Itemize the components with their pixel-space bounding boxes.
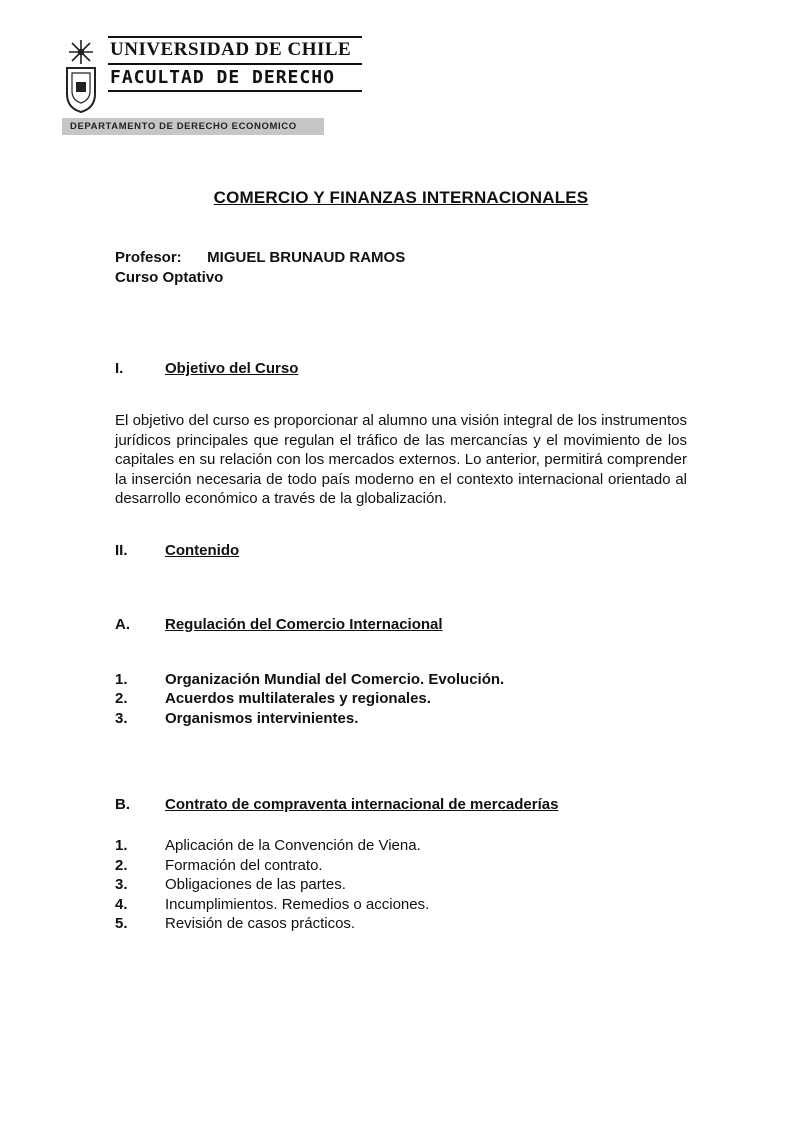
list-item-text: Acuerdos multilaterales y regionales. (165, 690, 431, 707)
list-item-number: 2. (115, 690, 128, 707)
professor-name: MIGUEL BRUNAUD RAMOS (207, 249, 406, 266)
list-item-text: Organización Mundial del Comercio. Evolución. (165, 670, 505, 688)
list-item (115, 836, 687, 856)
section-b-list (115, 836, 687, 934)
list-item (115, 856, 687, 876)
list-item-text: Formación del contrato. (165, 856, 323, 874)
list-item (115, 670, 687, 690)
list-item (115, 875, 687, 895)
university-crest-icon (62, 36, 100, 114)
list-item (115, 914, 687, 934)
list-item-text: Incumplimientos. Remedios o acciones. (165, 895, 430, 913)
section-b-heading: Contrato de compraventa internacional de mercaderías (165, 796, 559, 813)
section-1-number: I. (115, 360, 124, 377)
list-item-text: Organismos intervinientes. (165, 709, 359, 727)
list-item-text: Obligaciones de las partes. (165, 876, 346, 893)
list-item-number: 3. (115, 709, 128, 727)
list-item-text: Aplicación de la Convención de Viena. (165, 837, 421, 854)
list-item (115, 709, 687, 729)
section-a-heading: Regulación del Comercio Internacional (165, 615, 443, 633)
section-a-heading-row (115, 616, 687, 633)
list-item-number: 5. (115, 915, 128, 932)
objective-paragraph: El objetivo del curso es proporcionar al alumno una visión integral de los instrumentos jurídicos principales que regulan el tráfico de las mercancías y el movimiento de los capitales en su relación con los mercados externos. Lo anterior, permitirá comprender la inserción necesaria de todo país moderno en el contexto internacional orientado al desarrollo económico a través de la globalización. (115, 412, 687, 507)
list-item-number: 2. (115, 856, 128, 874)
professor-line (115, 248, 687, 268)
list-item-number: 1. (115, 837, 128, 854)
faculty-name: FACULTAD DE DERECHO (108, 65, 362, 92)
document-title: COMERCIO Y FINANZAS INTERNACIONALES (213, 188, 589, 207)
section-b-number: B. (115, 796, 130, 813)
document-content (115, 188, 687, 934)
section-b-heading-row (115, 796, 687, 813)
list-item-number: 1. (115, 670, 128, 688)
list-item (115, 689, 687, 709)
section-a-list (115, 670, 687, 729)
department-name: DEPARTAMENTO DE DERECHO ECONOMICO (62, 118, 324, 135)
list-item-text: Revisión de casos prácticos. (165, 915, 356, 932)
university-name: UNIVERSIDAD DE CHILE (108, 36, 362, 65)
professor-label: Profesor: (115, 249, 182, 266)
section-1-heading-row (115, 360, 687, 377)
list-item-number: 4. (115, 895, 128, 913)
section-a-number: A. (115, 615, 130, 633)
list-item-number: 3. (115, 876, 128, 893)
course-type: Curso Optativo (115, 269, 224, 286)
section-1-heading: Objetivo del Curso (165, 360, 299, 377)
section-2-heading: Contenido (165, 541, 240, 559)
letterhead (62, 36, 362, 135)
section-2-heading-row (115, 542, 687, 559)
professor-block (115, 248, 687, 288)
section-2-number: II. (115, 541, 128, 559)
list-item (115, 895, 687, 915)
